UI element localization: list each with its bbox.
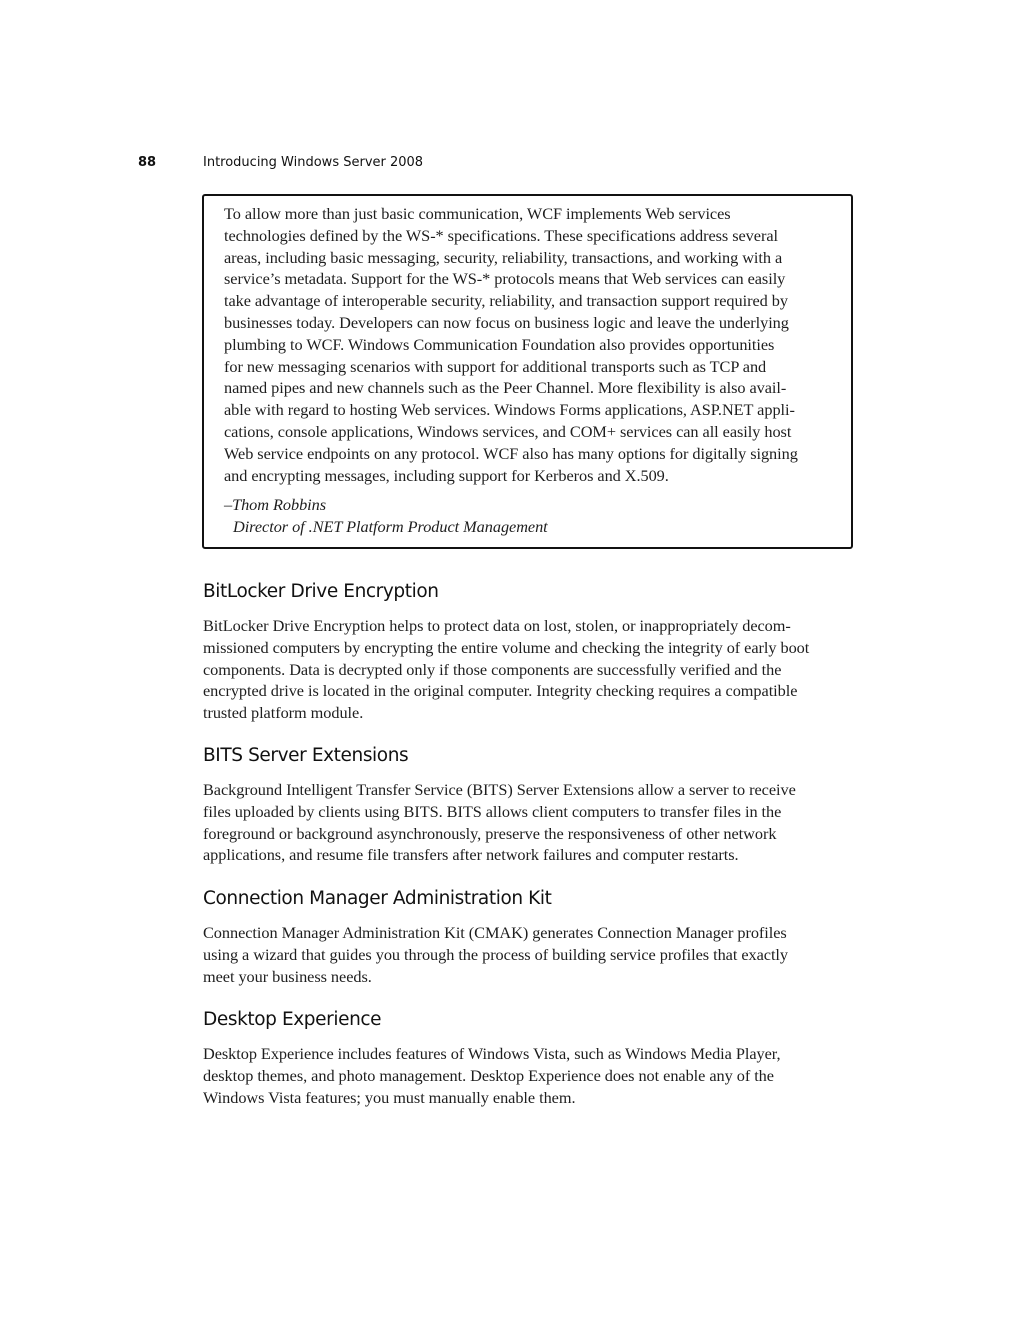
- body-line: files uploaded by clients using BITS. BITS allows client computers to transfer files in the: [203, 801, 782, 821]
- sidebar-line: named pipes and new channels such as the Peer Channel. More flexibility is also avail-: [224, 378, 787, 398]
- body-line: trusted platform module.: [203, 703, 364, 723]
- sidebar-line: and encrypting messages, including support for Kerberos and X.509.: [224, 465, 669, 485]
- sidebar-line: service’s metadata. Support for the WS-* protocols means that Web services can easily: [224, 269, 786, 289]
- section-desktop-experience: [203, 1008, 863, 1108]
- book-title: Introducing Windows Server 2008: [203, 155, 424, 170]
- attribution-name: –Thom Robbins: [224, 495, 327, 514]
- running-header: [138, 155, 838, 177]
- body-line: BitLocker Drive Encryption helps to protect data on lost, stolen, or inappropriately decom-: [203, 616, 791, 635]
- sidebar-line: To allow more than just basic communication, WCF implements Web services: [224, 204, 731, 223]
- section-bits: [203, 744, 863, 866]
- sidebar-line: for new messaging scenarios with support for additional transports such as TCP and: [224, 356, 767, 376]
- body-line: applications, and resume file transfers after network failures and computer restarts.: [203, 845, 739, 865]
- attribution-title: Director of .NET Platform Product Management: [233, 516, 548, 536]
- section-body: [203, 1043, 863, 1108]
- body-line: encrypted drive is located in the original computer. Integrity checking requires a compatible: [203, 681, 798, 701]
- section-heading: Connection Manager Administration Kit: [203, 888, 552, 909]
- body-line: Background Intelligent Transfer Service (BITS) Server Extensions allow a server to receive: [203, 780, 796, 799]
- body-line: Desktop Experience includes features of Windows Vista, such as Windows Media Player,: [203, 1044, 781, 1063]
- section-heading: BitLocker Drive Encryption: [203, 581, 439, 602]
- section-body: [203, 779, 863, 866]
- body-line: using a wizard that guides you through the process of building service profiles that exactly: [203, 944, 788, 964]
- sidebar-line: technologies defined by the WS-* specifications. These specifications address several: [224, 225, 778, 245]
- sidebar-line: able with regard to hosting Web services. Windows Forms applications, ASP.NET appli-: [224, 400, 795, 420]
- section-heading: BITS Server Extensions: [203, 745, 409, 766]
- sidebar-quote-text: [224, 203, 798, 486]
- body-line: Windows Vista features; you must manually enable them.: [203, 1087, 576, 1107]
- body-line: missioned computers by encrypting the entire volume and checking the integrity of early boot: [203, 637, 810, 657]
- page-number: 88: [138, 155, 157, 170]
- section-body: [203, 615, 863, 724]
- section-bitlocker: [203, 580, 863, 724]
- body-line: foreground or background asynchronously, preserve the responsiveness of other network: [203, 823, 777, 843]
- sidebar-quote-box: [202, 194, 853, 549]
- sidebar-line: cations, console applications, Windows services, and COM+ services can all easily host: [224, 421, 792, 441]
- sidebar-line: businesses today. Developers can now focus on business logic and leave the underlying: [224, 312, 789, 332]
- body-line: components. Data is decrypted only if those components are successfully verified and the: [203, 659, 782, 679]
- sidebar-line: areas, including basic messaging, security, reliability, transactions, and working with a: [224, 247, 783, 267]
- section-heading: Desktop Experience: [203, 1009, 382, 1030]
- body-line: Connection Manager Administration Kit (CMAK) generates Connection Manager profiles: [203, 923, 787, 942]
- sidebar-line: plumbing to WCF. Windows Communication Foundation also provides opportunities: [224, 334, 775, 354]
- sidebar-line: Web service endpoints on any protocol. WCF also has many options for digitally signing: [224, 443, 798, 463]
- body-line: meet your business needs.: [203, 966, 372, 986]
- quote-attribution: [224, 494, 548, 538]
- section-cmak: [203, 887, 863, 987]
- body-line: desktop themes, and photo management. Desktop Experience does not enable any of the: [203, 1065, 774, 1085]
- sidebar-line: take advantage of interoperable security, reliability, and transaction support required by: [224, 291, 788, 311]
- section-body: [203, 922, 863, 987]
